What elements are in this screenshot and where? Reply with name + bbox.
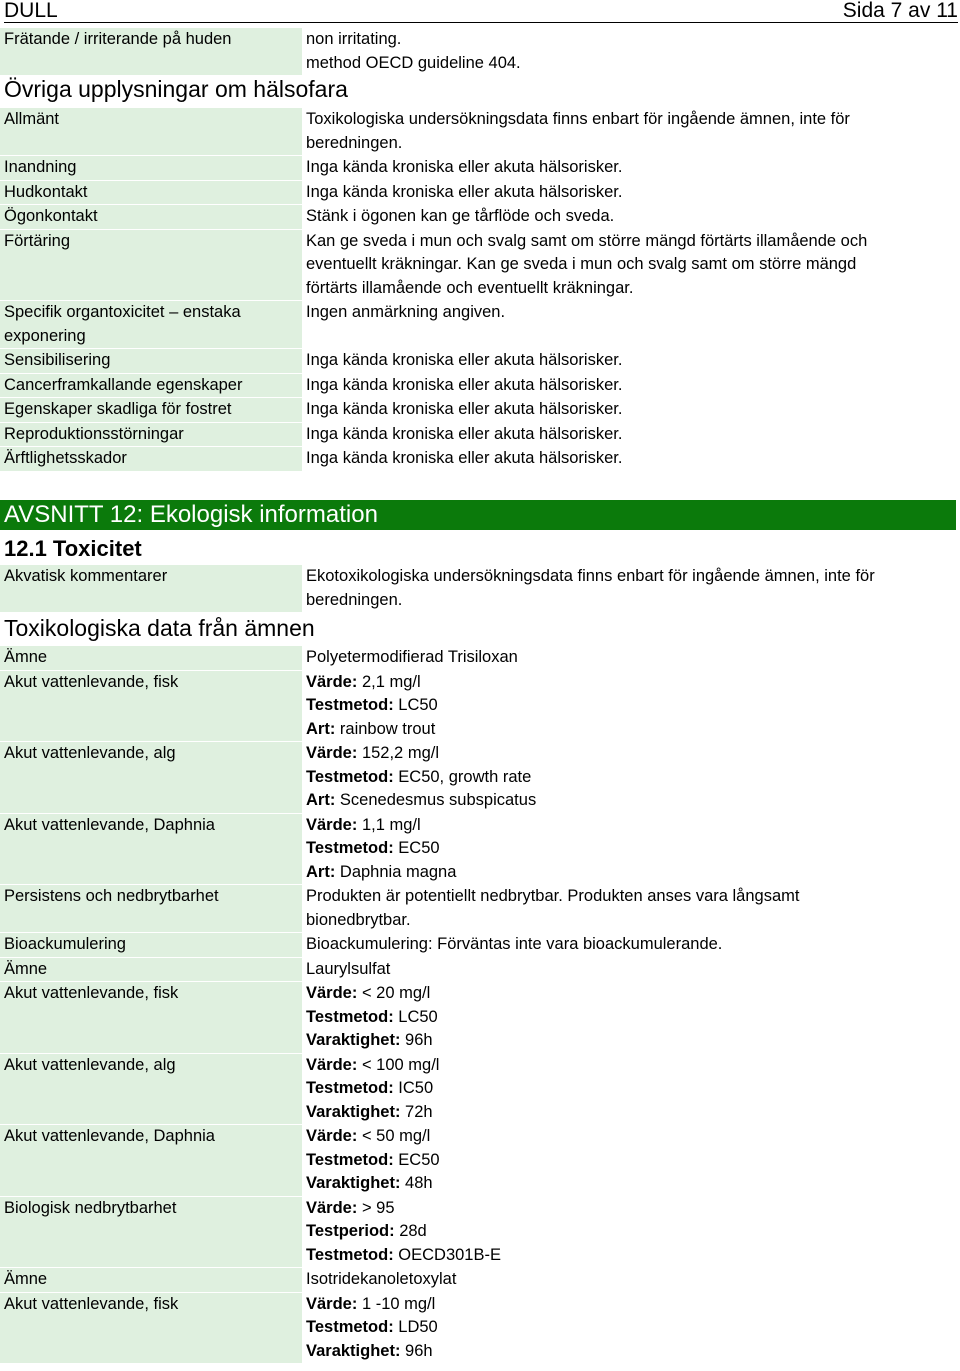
tox-row-label: Akut vattenlevande, fisk — [0, 1293, 302, 1364]
tox-row-value: Värde: < 20 mg/l Testmetod: LC50 Varaktighet: 96h — [306, 984, 438, 1049]
product-name: DULL — [4, 0, 58, 22]
health-row-label: Reproduktionsstörningar — [0, 423, 302, 447]
tox-row-label: Akut vattenlevande, alg — [0, 1054, 302, 1125]
health-row-label: Specifik organtoxicitet – enstaka exponering — [0, 301, 302, 348]
page-number: Sida 7 av 11 — [842, 0, 958, 22]
tox-row-value: Polyetermodifierad Trisiloxan — [306, 648, 518, 666]
health-row-value: Ingen anmärkning angiven. — [306, 303, 506, 321]
tox-row-label: Persistens och nedbrytbarhet — [0, 885, 302, 932]
tox-row-label: Akut vattenlevande, Daphnia — [0, 814, 302, 885]
health-row-value: Inga kända kroniska eller akuta hälsorisker. — [306, 424, 623, 443]
tox-row-value: Bioackumulering: Förväntas inte vara bioackumulerande. — [306, 935, 723, 953]
tox-row-value: Laurylsulfat — [306, 959, 391, 978]
health-row-label: Inandning — [0, 156, 302, 180]
health-row-label: Ärftlighetsskador — [0, 447, 302, 471]
health-row-value: Kan ge sveda i mun och svalg samt om större mängd förtärts illamående och eventuellt kräkningar. Kan ge sveda i mun och svalg samt om större mängd förtärts illamående och eventuellt kräkningar. — [306, 231, 868, 297]
tox-row-label: Akut vattenlevande, fisk — [0, 982, 302, 1053]
tox-row-label: Ämne — [0, 958, 302, 982]
aquatic-row-label: Akvatisk kommentarer — [0, 565, 302, 612]
tox-row-label: Akut vattenlevande, Daphnia — [0, 1125, 302, 1196]
page-header — [4, 0, 958, 23]
toxicity-subtitle: 12.1 Toxicitet — [4, 536, 142, 561]
skin-row-label: Frätande / irriterande på huden — [0, 28, 302, 75]
tox-row-label: Bioackumulering — [0, 933, 302, 957]
health-row-label: Allmänt — [0, 108, 302, 155]
health-row-label: Egenskaper skadliga för fostret — [0, 398, 302, 422]
tox-row-value: Värde: 1 -10 mg/l Testmetod: LD50 Varaktighet: 96h — [306, 1294, 438, 1360]
health-row-value: Inga kända kroniska eller akuta hälsorisker. — [306, 351, 623, 369]
tox-row-label: Akut vattenlevande, fisk — [0, 671, 302, 742]
tox-row-label: Ämne — [0, 1268, 302, 1292]
section-12-banner: AVSNITT 12: Ekologisk information — [0, 500, 956, 530]
health-row-label: Ögonkontakt — [0, 205, 302, 229]
tox-data-title: Toxikologiska data från ämnen — [4, 615, 315, 641]
health-row-value: Inga kända kroniska eller akuta hälsorisker. — [306, 400, 623, 418]
health-section-title: Övriga upplysningar om hälsofara — [4, 76, 348, 102]
tox-row-value: Värde: < 100 mg/l Testmetod: IC50 Varaktighet: 72h — [306, 1055, 440, 1121]
health-row-value: Inga kända kroniska eller akuta hälsorisker. — [306, 449, 623, 467]
tox-row-value: Produkten är potentiellt nedbrytbar. Produkten anses vara långsamt bionedbrytbar. — [306, 887, 800, 929]
health-row-label: Sensibilisering — [0, 349, 302, 373]
skin-row-value: non irritating. method OECD guideline 404. — [306, 30, 521, 72]
tox-row-value: Värde: 2,1 mg/l Testmetod: LC50 Art: rainbow trout — [306, 672, 438, 738]
health-row-label: Cancerframkallande egenskaper — [0, 374, 302, 398]
tox-row-value: Värde: < 50 mg/l Testmetod: EC50 Varaktighet: 48h — [306, 1127, 440, 1192]
tox-row-value: Värde: > 95 Testperiod: 28d Testmetod: OECD301B-E — [306, 1198, 501, 1264]
health-row-label: Hudkontakt — [0, 181, 302, 205]
tox-row-label: Ämne — [0, 646, 302, 670]
tox-row-value: Värde: 152,2 mg/l Testmetod: EC50, growth rate Art: Scenedesmus subspicatus — [306, 744, 537, 809]
health-row-value: Stänk i ögonen kan ge tårflöde och sveda. — [306, 207, 615, 225]
health-row-value: Inga kända kroniska eller akuta hälsorisker. — [306, 158, 623, 176]
health-row-value: Toxikologiska undersökningsdata finns enbart för ingående ämnen, inte för beredningen. — [306, 110, 850, 152]
tox-row-label: Akut vattenlevande, alg — [0, 742, 302, 813]
tox-row-value: Värde: 1,1 mg/l Testmetod: EC50 Art: Daphnia magna — [306, 815, 457, 881]
tox-row-value: Isotridekanoletoxylat — [306, 1270, 457, 1288]
health-row-value: Inga kända kroniska eller akuta hälsorisker. — [306, 182, 623, 201]
tox-row-label: Biologisk nedbrytbarhet — [0, 1197, 302, 1268]
health-row-value: Inga kända kroniska eller akuta hälsorisker. — [306, 375, 623, 394]
aquatic-row-value: Ekotoxikologiska undersökningsdata finns enbart för ingående ämnen, inte för beredningen. — [306, 567, 875, 609]
health-row-label: Förtäring — [0, 230, 302, 301]
